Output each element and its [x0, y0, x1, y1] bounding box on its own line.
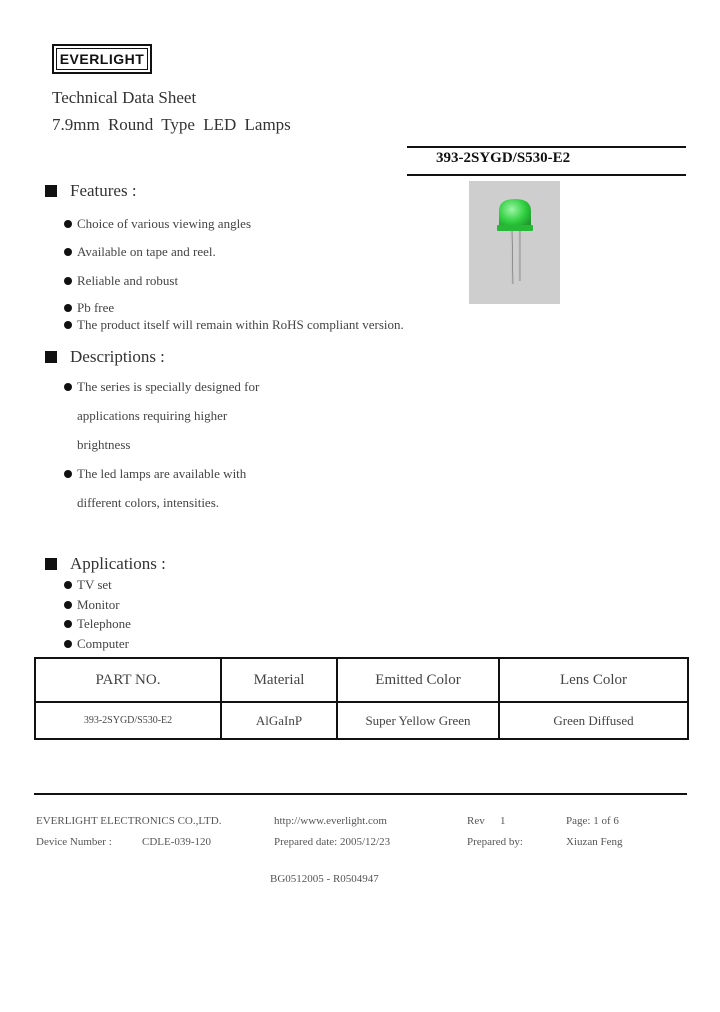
applications-title: Applications :	[70, 554, 166, 573]
bullet-dot-icon	[64, 581, 72, 589]
parts-table	[34, 657, 689, 740]
feature-item	[64, 216, 251, 232]
column-header-material: Material	[221, 658, 337, 702]
footer-website[interactable]: http://www.everlight.com	[274, 815, 387, 827]
logo-text: EVERLIGHT	[56, 48, 148, 70]
description-text: The series is specially designed for	[77, 379, 260, 394]
feature-text: Reliable and robust	[77, 273, 179, 288]
bullet-dot-icon	[64, 220, 72, 228]
led-product-photo	[469, 181, 560, 304]
column-header-lens-color: Lens Color	[499, 658, 688, 702]
footer-prepared-by-label: Prepared by:	[467, 836, 523, 848]
footer-company: EVERLIGHT ELECTRONICS CO.,LTD.	[36, 815, 222, 827]
bullet-dot-icon	[64, 277, 72, 285]
footer-rev-label: Rev	[467, 815, 485, 827]
cell-lens-color: Green Diffused	[499, 702, 688, 739]
table-row	[35, 702, 688, 739]
bullet-dot-icon	[64, 304, 72, 312]
column-header-emitted-color: Emitted Color	[337, 658, 499, 702]
everlight-logo	[52, 44, 152, 74]
bullet-dot-icon	[64, 470, 72, 478]
application-item	[64, 577, 112, 593]
bullet-dot-icon	[64, 640, 72, 648]
led-lamp-icon	[469, 181, 560, 304]
feature-item	[64, 317, 404, 333]
footer-device-value: CDLE-039-120	[142, 836, 212, 848]
descriptions-title: Descriptions :	[70, 347, 165, 366]
doc-title: Technical Data Sheet	[52, 88, 197, 107]
description-item	[64, 466, 246, 482]
feature-item	[64, 244, 216, 260]
bullet-dot-icon	[64, 321, 72, 329]
feature-item	[64, 300, 114, 316]
bullet-dot-icon	[64, 248, 72, 256]
square-bullet-icon	[45, 558, 57, 570]
description-text: brightness	[77, 437, 131, 452]
applications-heading	[45, 554, 166, 574]
table-header-row	[35, 658, 688, 702]
features-title: Features :	[70, 181, 137, 200]
cell-emitted-color: Super Yellow Green	[337, 702, 499, 739]
application-text: TV set	[77, 577, 112, 592]
application-text: Computer	[77, 636, 129, 651]
application-text: Monitor	[77, 597, 120, 612]
feature-text: Pb free	[77, 300, 115, 315]
bullet-dot-icon	[64, 620, 72, 628]
bullet-dot-icon	[64, 383, 72, 391]
description-text: different colors, intensities.	[77, 495, 220, 510]
square-bullet-icon	[45, 351, 57, 363]
footer-rule	[34, 793, 687, 795]
footer-page: Page: 1 of 6	[566, 815, 619, 827]
column-header-part-no: PART NO.	[35, 658, 221, 702]
features-heading	[45, 181, 137, 201]
feature-text: Choice of various viewing angles	[77, 216, 252, 231]
application-text: Telephone	[77, 616, 131, 631]
footer-code: BG0512005 - R0504947	[270, 873, 379, 885]
footer-prepared-date: Prepared date: 2005/12/23	[274, 836, 391, 848]
footer-device-label: Device Number :	[36, 836, 112, 848]
descriptions-heading	[45, 347, 165, 367]
bullet-dot-icon	[64, 601, 72, 609]
header-rule-bottom	[407, 174, 686, 176]
feature-text: Available on tape and reel.	[77, 244, 216, 259]
application-item	[64, 597, 120, 613]
cell-material: AlGaInP	[221, 702, 337, 739]
description-item	[64, 379, 259, 395]
header-rule-top	[407, 146, 686, 148]
application-item	[64, 636, 129, 652]
description-text: The led lamps are available with	[77, 466, 247, 481]
feature-item	[64, 273, 178, 289]
description-text: applications requiring higher	[77, 408, 228, 423]
doc-subtitle: 7.9mm Round Type LED Lamps	[52, 115, 291, 134]
feature-text: The product itself will remain within RoHS compliant version.	[77, 317, 404, 332]
footer-rev-value: 1	[500, 815, 506, 827]
application-item	[64, 616, 131, 632]
square-bullet-icon	[45, 185, 57, 197]
footer-prepared-by-value: Xiuzan Feng	[566, 836, 623, 848]
part-number-header: 393-2SYGD/S530-E2	[436, 150, 571, 166]
cell-part-no: 393-2SYGD/S530-E2	[35, 702, 221, 739]
